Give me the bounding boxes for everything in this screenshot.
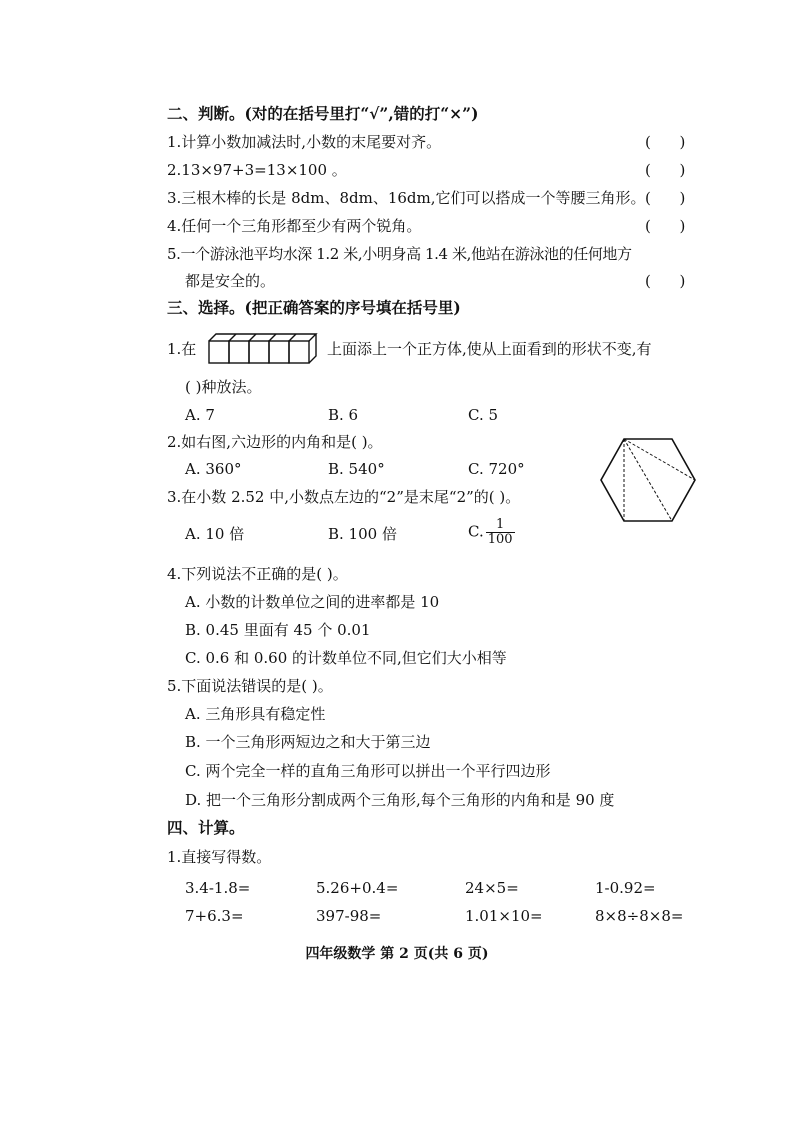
judge-answer-paren-5[interactable]: ( ) [645, 272, 686, 290]
choice-q3-option-b[interactable]: B. 100 倍 [328, 525, 397, 543]
judge-answer-paren-4[interactable]: ( ) [645, 217, 686, 235]
choice-q5-option-b[interactable]: B. 一个三角形两短边之和大于第三边 [185, 733, 431, 751]
section-judge-heading: 二、判断。(对的在括号里打“√”,错的打“×”) [167, 104, 479, 123]
choice-q1-line-2[interactable]: ( )种放法。 [185, 378, 262, 396]
page-footer: 四年级数学 第 2 页(共 6 页) [305, 946, 489, 962]
fraction-denominator: 100 [487, 532, 513, 547]
choice-q5-option-c[interactable]: C. 两个完全一样的直角三角形可以拼出一个平行四边形 [185, 762, 551, 780]
judge-item-3: 3.三根木棒的长是 8dm、8dm、16dm,它们可以搭成一个等腰三角形。 [167, 189, 646, 207]
choice-q2-option-c[interactable]: C. 720° [468, 460, 525, 478]
judge-item-1: 1.计算小数加减法时,小数的末尾要对齐。 [167, 133, 442, 151]
section-calc-heading: 四、计算。 [167, 818, 245, 837]
choice-q2-option-b[interactable]: B. 540° [328, 460, 385, 478]
choice-q2-text: 2.如右图,六边形的内角和是( )。 [167, 433, 383, 451]
choice-q4-text: 4.下列说法不正确的是( )。 [167, 565, 348, 583]
calc-item[interactable]: 397-98= [316, 907, 382, 925]
calc-item[interactable]: 24×5= [465, 879, 519, 897]
judge-item-5-line-2: 都是安全的。 [185, 272, 276, 290]
calc-item[interactable]: 5.26+0.4= [316, 879, 399, 897]
judge-item-5: 5.一个游泳池平均水深 1.2 米,小明身高 1.4 米,他站在游泳池的任何地方 [167, 245, 632, 263]
calc-item[interactable]: 1-0.92= [595, 879, 656, 897]
hexagon-figure [600, 438, 696, 522]
fraction-one-hundredth [486, 518, 515, 547]
cube-row-figure [208, 333, 320, 365]
choice-q1-option-c[interactable]: C. 5 [468, 406, 499, 424]
choice-q1-prefix: 1.在 [167, 340, 197, 358]
choice-q5-text: 5.下面说法错误的是( )。 [167, 677, 333, 695]
choice-q2-option-a[interactable]: A. 360° [185, 460, 242, 478]
choice-q3-text: 3.在小数 2.52 中,小数点左边的“2”是末尾“2”的( )。 [167, 488, 521, 506]
judge-answer-paren-2[interactable]: ( ) [645, 161, 686, 179]
section-choice-heading: 三、选择。(把正确答案的序号填在括号里) [167, 298, 461, 317]
calc-sub-heading: 1.直接写得数。 [167, 848, 272, 866]
judge-answer-paren-1[interactable]: ( ) [645, 133, 686, 151]
calc-item[interactable]: 7+6.3= [185, 907, 244, 925]
choice-q3-option-c-label: C. [468, 522, 484, 541]
judge-answer-paren-3[interactable]: ( ) [645, 189, 686, 207]
choice-q3-option-c[interactable] [468, 518, 515, 547]
choice-q1-text: 上面添上一个正方体,使从上面看到的形状不变,有 [327, 340, 652, 358]
choice-q4-option-c[interactable]: C. 0.6 和 0.60 的计数单位不同,但它们大小相等 [185, 649, 507, 667]
choice-q1-option-a[interactable]: A. 7 [185, 406, 215, 424]
calc-item[interactable]: 1.01×10= [465, 907, 543, 925]
choice-q5-option-a[interactable]: A. 三角形具有稳定性 [185, 705, 326, 723]
calc-item[interactable]: 8×8÷8×8= [595, 907, 684, 925]
choice-q4-option-b[interactable]: B. 0.45 里面有 45 个 0.01 [185, 621, 371, 639]
fraction-numerator: 1 [486, 518, 515, 533]
choice-q5-option-d[interactable]: D. 把一个三角形分割成两个三角形,每个三角形的内角和是 90 度 [185, 791, 615, 809]
judge-item-2: 2.13×97+3=13×100 。 [167, 161, 347, 179]
judge-item-4: 4.任何一个三角形都至少有两个锐角。 [167, 217, 422, 235]
calc-item[interactable]: 3.4-1.8= [185, 879, 251, 897]
choice-q1-option-b[interactable]: B. 6 [328, 406, 359, 424]
choice-q4-option-a[interactable]: A. 小数的计数单位之间的进率都是 10 [185, 593, 440, 611]
choice-q3-option-a[interactable]: A. 10 倍 [185, 525, 245, 543]
